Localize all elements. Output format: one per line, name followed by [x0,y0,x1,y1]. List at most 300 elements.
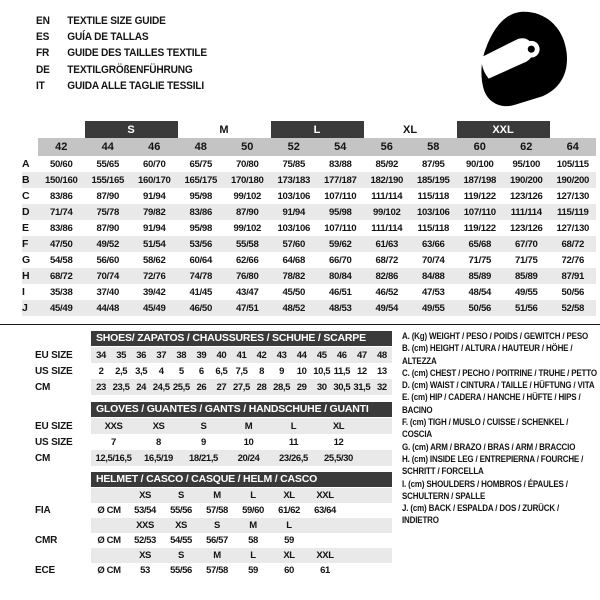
size-header-cell: M [199,488,235,503]
row-label [35,488,91,503]
size-header-cell: L [271,518,307,533]
value-cell: 68/72 [38,268,85,284]
value-cell: 2 [98,365,104,377]
language-title: GUIDA ALLE TAGLIE TESSILI [67,79,204,92]
value-cell: 44 [292,347,312,363]
value-cell: 59 [248,565,258,576]
value-cell: 95/98 [317,204,364,220]
unit-cell: Ø CM [97,505,121,516]
value-cell: 160/170 [131,172,178,188]
value-cell: 47/51 [224,300,271,316]
row-label: EU SIZE [35,420,73,432]
language-code: FR [36,47,50,60]
value-cell: 62/66 [236,254,259,266]
value-cell: 56/60 [96,254,119,266]
gloves-table [35,402,392,466]
value-cell: 187/198 [457,172,504,188]
language-code: ES [36,31,50,44]
value-cell: 72/76 [131,268,178,284]
size-header-cell: 50 [224,138,271,156]
row-label: H [22,268,38,284]
value-cell: 16,5/19 [136,450,181,466]
value-cell: 8 [156,436,161,448]
value-cell: 76/80 [224,268,271,284]
value-cell: 65/75 [189,158,212,170]
value-cell: 10 [296,365,307,377]
value-cell: 58/62 [142,254,166,266]
size-header-cell: XXL [307,548,343,563]
value-cell: 80/84 [317,268,364,284]
helmet-size-row [35,488,392,503]
size-header-cell: M [235,518,271,533]
value-cell: 43 [272,347,292,363]
language-row [36,62,207,78]
size-header-cell: M [199,548,235,563]
row-label: US SIZE [35,436,73,448]
value-cell: 59 [284,535,294,546]
size-header-cell: XL [271,548,307,563]
value-cell: 150/160 [38,172,85,188]
value-cell: 24,5 [151,379,171,395]
value-cell: 82/86 [364,268,411,284]
row-label: US SIZE [35,365,73,377]
legend-item: G. (cm) ARM / BRAZO / BRAS / ARM / BRACCIO [402,441,576,453]
value-cell: 87/90 [96,190,119,202]
value-cell: 43/47 [236,286,259,298]
value-cell: 26 [191,379,211,395]
table-row [22,236,596,252]
value-cell: 48 [372,347,392,363]
value-cell: 99/102 [233,190,262,202]
value-cell: 75/85 [282,158,306,170]
value-cell: 87/91 [550,268,597,284]
value-cell: 68/72 [375,254,399,266]
row-label: ECE [35,565,55,576]
value-cell: 83/86 [49,190,73,202]
value-cell: 119/122 [463,222,496,234]
language-header [36,13,222,94]
value-cell: 111/114 [503,204,550,220]
value-cell: 9 [279,365,285,377]
value-cell: 103/106 [277,222,311,234]
value-cell: 53/54 [134,505,156,516]
value-cell: 44/48 [85,300,132,316]
value-cell: 123/126 [509,222,543,234]
helmet-size-row [35,548,392,563]
value-cell: 54/58 [49,254,73,266]
value-cell: 107/110 [457,204,504,220]
value-cell: 64/68 [282,254,306,266]
value-cell: 91/94 [271,204,318,220]
value-cell: 27,5 [231,379,251,395]
value-cell: 7,5 [235,365,248,377]
value-cell: 34 [91,347,111,363]
size-group-header: L [271,121,364,138]
filler-cell [343,533,392,548]
row-label: I [22,284,38,300]
size-header-cell [307,518,343,533]
row-label: EU SIZE [35,349,73,361]
legend-item: A. (Kg) WEIGHT / PESO / POIDS / GEWITCH / PESO [402,331,589,342]
value-cell: 49/52 [85,236,132,252]
value-cell: 95/100 [512,158,541,170]
measurement-legend [402,331,597,528]
value-cell: 71/75 [468,254,492,266]
value-cell: 63/64 [314,505,336,516]
value-cell: 25,5/30 [316,450,361,466]
value-cell: 50/60 [49,158,73,170]
value-cell: 85/89 [457,268,504,284]
size-group-row [22,121,596,138]
language-title: GUIDE DES TAILLES TEXTILE [67,47,208,60]
value-cell: 4 [158,365,164,377]
value-cell: 190/200 [503,172,550,188]
row-label: F [22,236,38,252]
filler-cell [361,418,392,434]
value-cell: 99/102 [364,204,411,220]
size-group-header: S [85,121,178,138]
filler-cell [343,563,392,578]
helmet-table [35,472,392,578]
value-cell: 72/76 [561,254,585,266]
filler-cell [343,503,392,518]
value-cell: 57/58 [206,505,228,516]
table-row [22,220,596,236]
table-row [22,156,596,172]
value-cell: 185/195 [410,172,457,188]
filler-cell [361,450,392,466]
value-cell: 55/58 [224,236,271,252]
language-code: IT [36,79,45,92]
value-cell: 61/63 [364,236,411,252]
value-cell: 37/40 [96,286,119,298]
value-cell: 30,5 [332,379,352,395]
size-header-cell: 42 [38,138,85,156]
value-cell: 83/86 [49,222,73,234]
size-header-cell: 52 [271,138,318,156]
value-cell: 71/75 [515,254,538,266]
value-cell: 54/55 [170,535,192,546]
value-cell: 52/53 [134,535,156,546]
value-cell: 99/102 [233,222,262,234]
value-cell: 68/72 [550,236,597,252]
filler-cell [343,518,392,533]
legend-item: D. (cm) WAIST / CINTURA / TAILLE / HÜFTUNG / VITA [402,380,595,392]
language-title: TEXTILGRÖßENFÜHRUNG [67,63,193,76]
value-cell: 85/92 [375,158,399,170]
value-cell: 48/52 [271,300,318,316]
value-cell: 91/94 [142,190,166,202]
unit-cell [91,518,127,533]
value-cell: 87/90 [224,204,271,220]
size-header-cell: L [235,548,271,563]
value-cell: M [226,418,271,434]
helmet-icon [466,9,576,107]
value-cell: 78/82 [271,268,318,284]
row-label: J [22,300,38,316]
value-cell: 55/56 [170,505,192,516]
value-cell: 37 [151,347,171,363]
table-row [35,379,392,395]
value-cell: 83/88 [329,158,352,170]
size-group-header: XL [403,123,418,136]
value-cell: 51/56 [503,300,550,316]
value-cell: 45/49 [38,300,85,316]
section-divider [0,324,600,325]
value-cell: 177/187 [317,172,364,188]
value-cell: 57/58 [206,565,228,576]
value-cell: 41 [231,347,251,363]
value-cell: 107/110 [324,222,357,234]
value-cell: 38 [171,347,191,363]
value-cell: 90/100 [466,158,494,170]
value-cell: 47 [352,347,372,363]
value-cell: 24 [131,379,151,395]
table-row [35,563,392,578]
value-cell: 49/54 [364,300,411,316]
value-cell: 87/90 [96,222,119,234]
table-row [22,252,596,268]
row-label: CM [35,381,51,393]
value-cell: 115/118 [417,190,450,202]
value-cell: 31,5 [352,379,372,395]
value-cell: 83/86 [178,204,225,220]
value-cell: 84/88 [410,268,457,284]
value-cell: 51/54 [131,236,178,252]
value-cell: 46/51 [329,286,352,298]
value-cell: 67/70 [503,236,550,252]
value-cell: 173/183 [271,172,318,188]
value-cell: 59/62 [317,236,364,252]
value-cell: 61/62 [278,505,300,516]
unit-cell: Ø CM [97,535,121,546]
value-cell: 30 [312,379,332,395]
row-label [35,548,91,563]
value-cell: 91/94 [142,222,166,234]
value-cell: 2,5 [115,365,128,377]
value-cell: 23/26,5 [271,450,316,466]
row-label: G [22,252,38,268]
size-header-cell: L [235,488,271,503]
table-row [35,363,392,379]
value-cell: 46/52 [375,286,399,298]
value-cell: XS [136,418,181,434]
value-cell: 40 [211,347,231,363]
value-cell: 79/82 [131,204,178,220]
value-cell: 63/66 [410,236,457,252]
value-cell: 28,5 [272,379,292,395]
size-header-cell: 44 [85,138,132,156]
value-cell: 46/50 [178,300,225,316]
legend-item: B. (cm) HEIGHT / ALTURA / HAUTEUR / HÖHE / ALTEZZA [402,343,573,367]
value-cell: 55/65 [96,158,119,170]
shoes-table [35,331,392,395]
value-cell: 53/56 [178,236,225,252]
size-header-cell: 56 [364,138,411,156]
value-cell: 127/130 [556,190,590,202]
value-cell: 39 [191,347,211,363]
size-header-cell: 64 [550,138,597,156]
value-cell: XXS [91,418,136,434]
language-code: DE [36,63,50,76]
size-header-cell: 60 [457,138,504,156]
filler-cell [343,488,392,503]
value-cell: 70/80 [236,158,259,170]
helmet-table-title: HELMET / CASCO / CASQUE / HELM / CASCO [91,472,392,487]
table-row [22,188,596,204]
value-cell: 65/68 [457,236,504,252]
table-row [35,503,392,518]
value-cell: 115/119 [550,204,597,220]
value-cell: 12 [356,365,367,377]
value-cell: 182/190 [364,172,411,188]
value-cell: 39/42 [142,286,166,298]
value-cell: XL [316,418,361,434]
value-cell: 75/78 [85,204,132,220]
value-cell: 41/45 [189,286,212,298]
value-cell: 59/60 [242,505,264,516]
textile-size-table [22,121,596,316]
value-cell: L [271,418,316,434]
value-cell: 105/115 [556,158,589,170]
value-cell: 10,5 [313,365,331,377]
table-row [22,284,596,300]
value-cell: 28 [252,379,272,395]
value-cell: 49/55 [410,300,457,316]
language-row [36,29,207,45]
language-row [36,78,207,94]
unit-cell [91,488,127,503]
value-cell: 47/50 [38,236,85,252]
value-cell: 61 [320,565,330,576]
legend-item: J. (cm) BACK / ESPALDA / DOS / ZURÜCK / INDIETRO [402,503,560,527]
legend-item: E. (cm) HIP / CADERA / HANCHE / HÜFTE / HIPS / BACINO [402,392,581,416]
value-cell: 13 [377,365,387,377]
table-row [35,434,392,450]
table-row [35,533,392,548]
value-cell: 5 [178,365,184,377]
size-header-cell: XS [127,488,163,503]
filler-cell [343,548,392,563]
size-header-cell: 54 [317,138,364,156]
size-header-cell: S [163,548,199,563]
value-cell: 23,5 [111,379,131,395]
size-header-cell: XL [271,488,307,503]
value-cell: 3,5 [135,365,148,377]
value-cell: 103/106 [277,190,311,202]
language-row [36,45,207,61]
legend-item: F. (cm) TIGH / MUSLO / CUISSE / SCHENKEL / COSCIA [402,417,569,441]
value-cell: 127/130 [556,222,590,234]
row-label: FIA [35,505,51,516]
value-cell: 20/24 [226,450,271,466]
size-header-cell: XXS [127,518,163,533]
value-cell: 29 [292,379,312,395]
value-cell: 8 [259,365,264,377]
value-cell: 53 [140,565,150,576]
value-cell: 95/98 [189,222,212,234]
value-cell: 119/122 [463,190,496,202]
size-header-cell: XXL [307,488,343,503]
value-cell: 60 [284,565,294,576]
row-label: CMR [35,535,58,546]
value-cell: 46 [332,347,352,363]
value-cell: 45/49 [131,300,178,316]
unit-cell [91,548,127,563]
shoes-table-title: SHOES/ ZAPATOS / CHAUSSURES / SCHUHE / SCARPE [91,331,392,346]
row-label: C [22,188,38,204]
value-cell: 52/58 [550,300,597,316]
value-cell: 70/74 [85,268,132,284]
size-header-cell: XS [163,518,199,533]
value-cell: 57/60 [271,236,318,252]
table-row [22,172,596,188]
value-cell: 36 [131,347,151,363]
value-cell: 50/56 [457,300,504,316]
value-cell: 12 [333,436,344,448]
table-row [22,204,596,220]
value-cell: 115/118 [417,222,450,234]
corner-cell [22,138,38,156]
filler-cell [361,434,392,450]
size-header-row [22,138,596,156]
size-header-cell: 58 [410,138,457,156]
value-cell: 11 [288,436,299,448]
value-cell: 85/89 [503,268,550,284]
legend-item: H. (cm) INSIDE LEG / ENTREPIERNA / FOURCHE / SCHRITT / FORCELLA [402,453,584,478]
row-label: D [22,204,38,220]
value-cell: 45 [312,347,332,363]
row-label: E [22,220,38,236]
value-cell: 6 [198,365,204,377]
table-row [22,268,596,284]
value-cell: 71/74 [38,204,85,220]
value-cell: 35/38 [49,286,73,298]
value-cell: 56/57 [206,535,228,546]
helmet-size-row [35,518,392,533]
value-cell: 6,5 [215,365,228,377]
value-cell: 55/56 [170,565,192,576]
value-cell: 47/53 [422,286,445,298]
table-row [35,450,392,466]
value-cell: 58 [248,535,258,546]
value-cell: 27 [211,379,231,395]
row-label: A [22,156,38,172]
size-group-header: XXL [457,121,550,138]
value-cell: 60/64 [189,254,212,266]
row-label: CM [35,452,51,464]
value-cell: 74/78 [178,268,225,284]
table-row [35,347,392,363]
size-group-header [38,121,85,138]
value-cell: 18/21,5 [181,450,226,466]
language-title: TEXTILE SIZE GUIDE [67,15,166,27]
value-cell: 9 [201,436,206,448]
value-cell: 190/200 [550,172,597,188]
size-header-cell: 46 [131,138,178,156]
value-cell: 48/54 [468,286,492,298]
value-cell: 103/106 [410,204,457,220]
value-cell: 23 [91,379,111,395]
value-cell: 45/50 [282,286,306,298]
value-cell: 11,5 [333,365,350,377]
value-cell: 95/98 [189,190,212,202]
size-header-cell: 62 [503,138,550,156]
legend-item: I. (cm) SHOULDERS / HOMBROS / ÉPAULES / SCHULTERN / SPALLE [402,478,568,502]
value-cell: 123/126 [509,190,543,202]
value-cell: 12,5/16,5 [91,450,136,466]
size-header-cell: S [199,518,235,533]
